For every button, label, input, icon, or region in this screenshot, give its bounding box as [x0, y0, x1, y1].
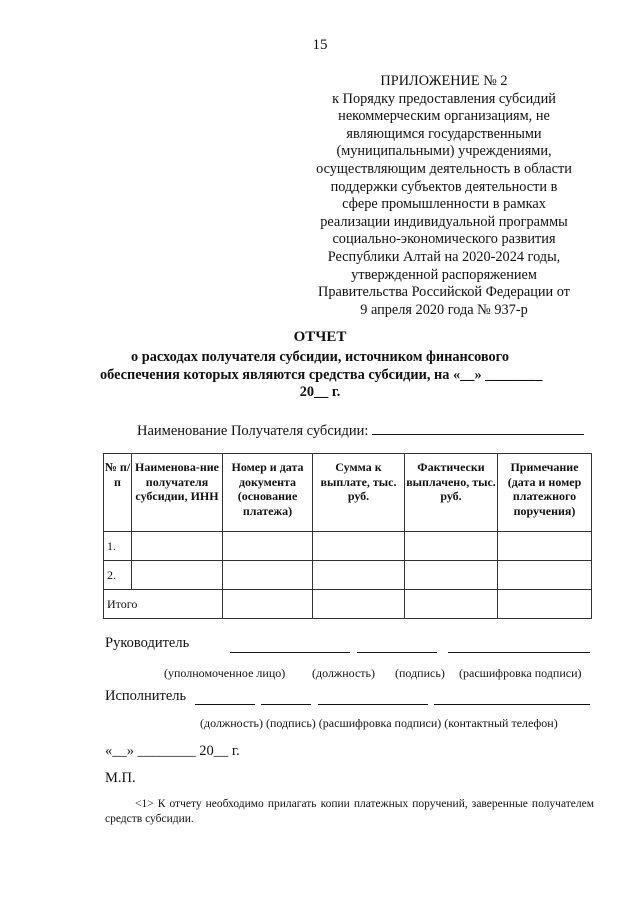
appendix-heading — [310, 73, 578, 319]
caption-signature: (подпись) — [395, 666, 445, 680]
table-cell — [405, 561, 498, 590]
executor-position-line — [195, 704, 255, 705]
header-recipient: Наименова-ние получателя субсидии, ИНН — [132, 454, 223, 532]
row-number: 2. — [104, 561, 132, 590]
table-cell — [405, 532, 498, 561]
caption-authorized: (уполномоченное лицо) — [164, 666, 286, 680]
executor-label: Исполнитель — [105, 688, 187, 704]
table-header-row — [104, 454, 592, 532]
recipient-blank-line — [372, 420, 584, 435]
appendix-line: социально-экономического развития — [332, 231, 556, 248]
table-total-row — [104, 590, 592, 619]
subtitle-line: обеспечения которых являются средства субсидии, на «__» ________ — [100, 366, 543, 383]
appendix-line: утвержденной распоряжением — [351, 266, 537, 283]
head-position-line — [357, 652, 437, 653]
header-amount-due: Сумма к выплате, тыс. руб. — [313, 454, 405, 532]
table-row — [104, 532, 592, 561]
date-line: «__» ________ 20__ г. — [105, 743, 240, 759]
executor-signature-line — [261, 704, 311, 705]
table-cell — [498, 532, 592, 561]
table-row — [104, 561, 592, 590]
total-label: Итого — [104, 590, 223, 619]
table-cell — [223, 561, 313, 590]
recipient-field — [137, 420, 584, 440]
recipient-label: Наименование Получателя субсидии: — [137, 423, 369, 439]
executor-phone-line — [434, 704, 590, 705]
footnote — [105, 797, 594, 827]
table-cell — [405, 590, 498, 619]
appendix-line: являющимся государственными — [346, 125, 542, 142]
table-cell — [313, 561, 405, 590]
executor-captions: (должность) (подпись) (расшифровка подписи) (контактный телефон) — [200, 716, 558, 730]
report-subtitle — [100, 349, 543, 402]
page-number: 15 — [312, 37, 328, 53]
appendix-line: поддержки субъектов деятельности в — [330, 178, 558, 195]
head-decoding-line — [448, 652, 590, 653]
table-cell — [498, 561, 592, 590]
table-cell — [223, 532, 313, 561]
header-document: Номер и дата документа (основание платежа) — [223, 454, 313, 532]
report-table — [103, 453, 592, 619]
header-note: Примечание (дата и номер платежного поручения) — [498, 454, 592, 532]
head-authorized-line — [230, 652, 350, 653]
footnote-text: <1> К отчету необходимо прилагать копии платежных поручений, заверенные получателем средств субсидии. — [105, 798, 594, 825]
caption-position: (должность) — [312, 666, 375, 680]
appendix-line: к Порядку предоставления субсидий — [332, 90, 556, 107]
appendix-line: осуществляющим деятельность в области — [316, 160, 572, 177]
table-cell — [313, 590, 405, 619]
subtitle-line: 20__ г. — [299, 384, 341, 400]
table-cell — [132, 532, 223, 561]
caption-decoding: (расшифровка подписи) — [459, 666, 582, 680]
table-cell — [223, 590, 313, 619]
appendix-line: (муниципальными) учреждениями, — [336, 143, 552, 160]
appendix-line: Правительства Российской Федерации от — [318, 284, 570, 301]
head-label: Руководитель — [105, 635, 190, 651]
executor-decoding-line — [318, 704, 428, 705]
table-cell — [498, 590, 592, 619]
header-number: № п/п — [104, 454, 132, 532]
appendix-line: сфере промышленности в рамках — [342, 196, 546, 213]
row-number: 1. — [104, 532, 132, 561]
subtitle-line: о расходах получателя субсидии, источником финансового — [131, 349, 509, 365]
report-title: ОТЧЕТ — [293, 329, 347, 345]
table-cell — [313, 532, 405, 561]
appendix-line: реализации индивидуальной программы — [320, 213, 568, 230]
appendix-line: некоммерческим организациям, не — [338, 108, 550, 125]
header-amount-paid: Фактически выплачено, тыс. руб. — [405, 454, 498, 532]
appendix-line: ПРИЛОЖЕНИЕ № 2 — [380, 73, 508, 89]
appendix-line: 9 апреля 2020 года № 937-р — [360, 301, 528, 318]
appendix-line: Республики Алтай на 2020-2024 годы, — [327, 248, 561, 265]
table-cell — [132, 561, 223, 590]
stamp-label: М.П. — [105, 770, 136, 786]
